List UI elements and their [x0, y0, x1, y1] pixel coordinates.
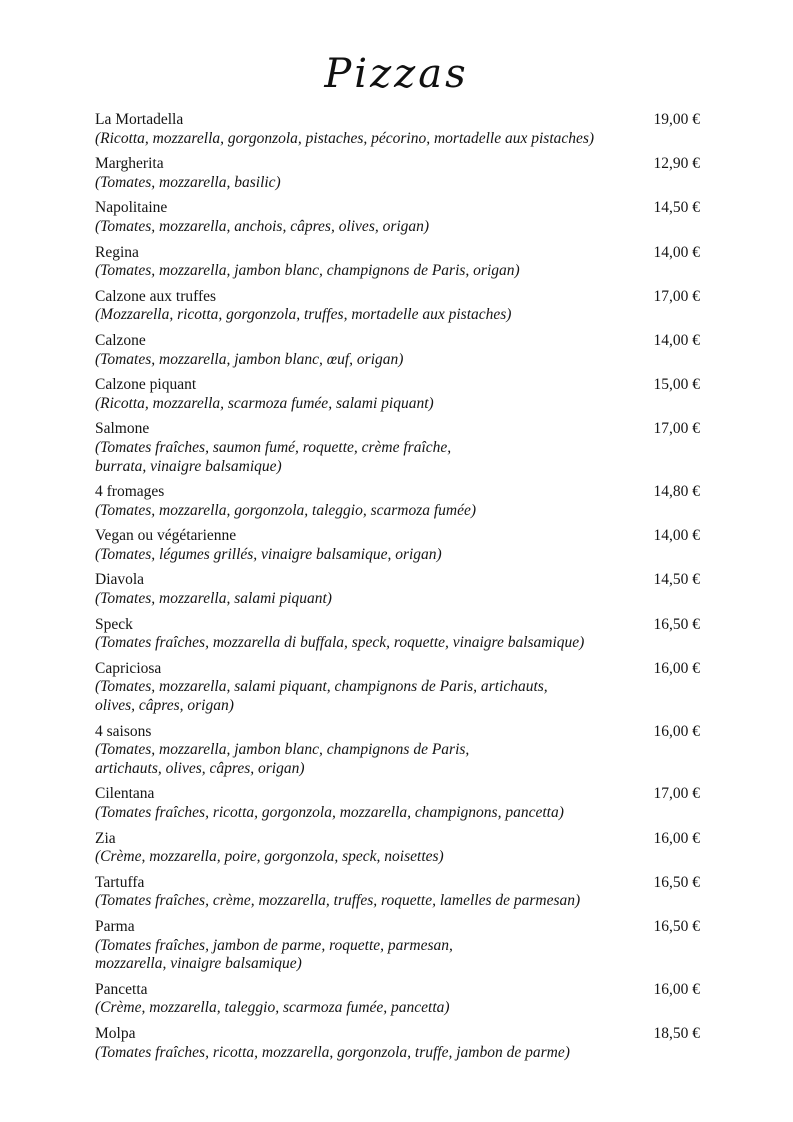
pizza-name: Capriciosa [95, 659, 162, 677]
pizza-ingredients: (Tomates fraîches, crème, mozzarella, truffes, roquette, lamelles de parmesan) [95, 892, 581, 910]
pizza-price: 14,80 € [653, 483, 700, 501]
menu-item [95, 527, 700, 564]
pizza-price: 17,00 € [653, 785, 700, 803]
page-title: Pizzas [324, 51, 469, 97]
pizza-price: 12,90 € [653, 155, 700, 173]
menu-item [95, 288, 700, 325]
pizza-ingredients: (Tomates fraîches, ricotta, gorgonzola, mozzarella, champignons, pancetta) [95, 804, 564, 821]
menu-item [95, 830, 700, 867]
pizza-price: 16,50 € [653, 615, 700, 633]
pizza-name: Regina [95, 243, 139, 261]
pizza-price: 16,00 € [653, 722, 700, 740]
pizza-ingredients: (Tomates fraîches, ricotta, mozzarella, gorgonzola, truffe, jambon de parme) [95, 1043, 570, 1061]
pizza-ingredients: (Tomates, mozzarella, gorgonzola, taleggio, scarmoza fumée) [95, 501, 477, 519]
pizza-name: Diavola [95, 571, 145, 589]
pizza-name: Napolitaine [95, 199, 168, 217]
pizza-ingredients: (Mozzarella, ricotta, gorgonzola, truffes, mortadelle aux pistaches) [95, 306, 512, 324]
menu-item [95, 918, 700, 974]
menu-item [95, 1025, 700, 1062]
pizza-price: 15,00 € [653, 376, 700, 394]
pizza-price: 16,00 € [653, 659, 700, 677]
pizza-price: 14,50 € [653, 199, 700, 217]
pizza-price: 14,00 € [653, 527, 700, 545]
menu-item [95, 483, 700, 520]
pizza-name: 4 fromages [95, 483, 165, 501]
pizza-name: Pancetta [95, 980, 148, 998]
pizza-ingredients: (Tomates, mozzarella, salami piquant, champignons de Paris, artichauts, olives, câpres, origan) [95, 678, 548, 715]
menu-item [95, 571, 700, 608]
pizza-price: 16,50 € [653, 917, 700, 935]
menu-item [95, 332, 700, 369]
pizza-price: 14,50 € [653, 571, 700, 589]
pizza-ingredients: (Tomates, mozzarella, jambon blanc, champignons de Paris, origan) [95, 262, 520, 280]
menu-item [95, 981, 700, 1018]
pizza-name: La Mortadella [95, 111, 184, 128]
pizza-price: 16,00 € [653, 980, 700, 998]
menu-item [95, 376, 700, 413]
menu-item [95, 616, 700, 653]
pizza-name: Tartuffa [95, 873, 145, 891]
pizza-ingredients: (Ricotta, mozzarella, gorgonzola, pistaches, pécorino, mortadelle aux pistaches) [95, 129, 595, 147]
pizza-name: Salmone [95, 420, 150, 438]
pizza-name: Calzone aux truffes [95, 287, 217, 305]
pizza-price: 16,50 € [653, 873, 700, 891]
pizza-ingredients: (Crème, mozzarella, taleggio, scarmoza fumée, pancetta) [95, 999, 450, 1017]
menu-item [95, 111, 700, 148]
pizza-ingredients: (Tomates fraîches, mozzarella di buffala, speck, roquette, vinaigre balsamique) [95, 634, 585, 652]
pizza-ingredients: (Tomates, mozzarella, jambon blanc, œuf, origan) [95, 350, 404, 368]
menu-item [95, 874, 700, 911]
pizza-price: 19,00 € [653, 111, 700, 128]
pizza-name: Calzone [95, 331, 146, 349]
pizza-name: Parma [95, 917, 135, 935]
menu-item [95, 660, 700, 716]
pizza-price: 17,00 € [653, 287, 700, 305]
pizza-ingredients: (Ricotta, mozzarella, scarmoza fumée, salami piquant) [95, 394, 434, 412]
pizza-price: 17,00 € [653, 420, 700, 438]
pizza-price: 16,00 € [653, 829, 700, 847]
pizza-ingredients: (Tomates fraîches, saumon fumé, roquette, crème fraîche, burrata, vinaigre balsamique) [95, 438, 452, 475]
pizza-name: Speck [95, 615, 133, 633]
pizza-list [95, 111, 700, 1069]
pizza-ingredients: (Tomates, mozzarella, anchois, câpres, olives, origan) [95, 217, 430, 235]
pizza-name: Calzone piquant [95, 376, 197, 394]
pizza-ingredients: (Tomates, légumes grillés, vinaigre balsamique, origan) [95, 545, 442, 563]
pizza-ingredients: (Tomates, mozzarella, salami piquant) [95, 590, 332, 608]
pizza-ingredients: (Crème, mozzarella, poire, gorgonzola, speck, noisettes) [95, 848, 444, 866]
pizza-name: Molpa [95, 1024, 136, 1042]
pizza-ingredients: (Tomates, mozzarella, jambon blanc, champignons de Paris, artichauts, olives, câpres, origan) [95, 741, 470, 777]
pizza-name: Zia [95, 829, 116, 847]
pizza-ingredients: (Tomates fraîches, jambon de parme, roquette, parmesan, mozzarella, vinaigre balsamique) [95, 936, 453, 973]
menu-item [95, 785, 700, 822]
pizza-price: 14,00 € [653, 331, 700, 349]
pizza-price: 14,00 € [653, 243, 700, 261]
menu-item [95, 199, 700, 236]
pizza-name: 4 saisons [95, 722, 152, 740]
menu-item [95, 723, 700, 779]
menu-item [95, 420, 700, 476]
menu-item [95, 155, 700, 192]
pizza-name: Cilentana [95, 785, 155, 803]
pizza-price: 18,50 € [653, 1024, 700, 1042]
pizza-name: Margherita [95, 155, 164, 173]
pizza-name: Vegan ou végétarienne [95, 527, 237, 545]
pizza-ingredients: (Tomates, mozzarella, basilic) [95, 173, 281, 191]
menu-item [95, 244, 700, 281]
